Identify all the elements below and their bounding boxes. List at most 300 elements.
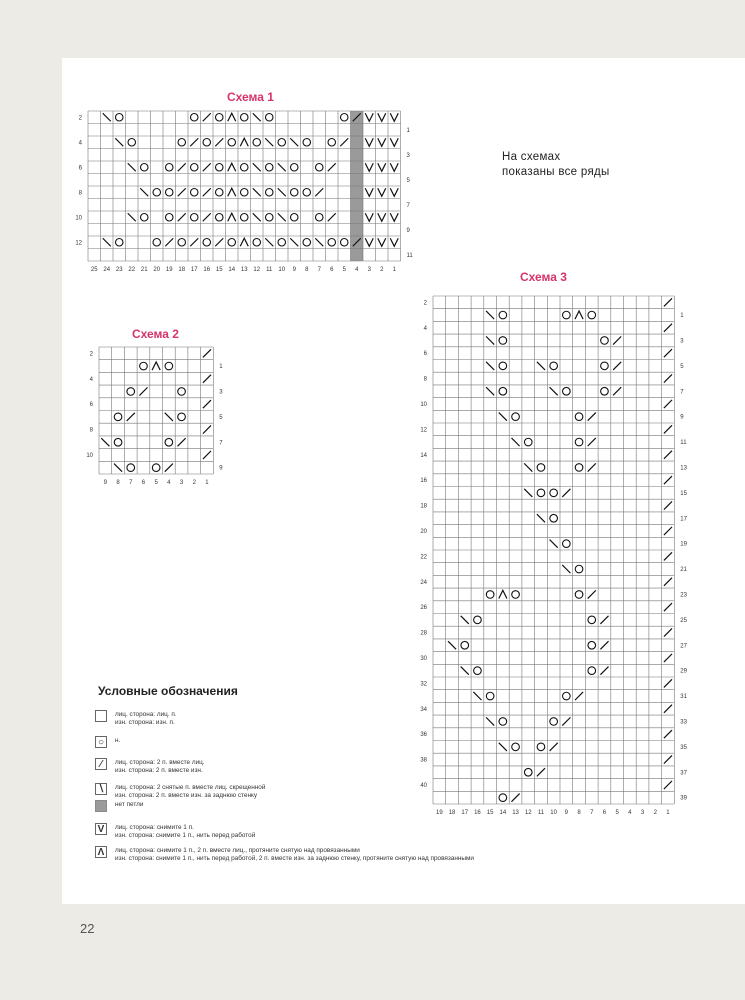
column-number: 8 xyxy=(305,267,309,273)
yarn-over-symbol xyxy=(127,464,135,472)
yarn-over-symbol xyxy=(499,718,507,726)
yarn-over-symbol xyxy=(241,114,249,122)
yarn-over-symbol xyxy=(241,164,249,172)
row-number: 11 xyxy=(680,440,687,447)
k2tog-symbol xyxy=(664,552,672,560)
slip-symbol xyxy=(390,213,398,221)
row-number: 2 xyxy=(423,300,427,307)
ssk-symbol xyxy=(253,213,261,221)
row-number: 22 xyxy=(420,554,427,561)
column-number: 3 xyxy=(367,267,371,273)
k2tog-symbol xyxy=(315,188,323,196)
yarn-over-symbol xyxy=(550,489,558,497)
column-number: 9 xyxy=(292,267,296,273)
row-number: 17 xyxy=(680,516,687,523)
k2tog-symbol xyxy=(664,705,672,713)
row-number: 14 xyxy=(420,452,427,459)
row-number: 23 xyxy=(680,592,687,599)
row-number: 34 xyxy=(420,706,427,713)
yarn-over-symbol xyxy=(128,139,136,147)
row-number: 12 xyxy=(75,240,82,247)
yarn-over-symbol xyxy=(291,164,299,172)
k2tog-symbol xyxy=(190,138,198,146)
k2tog-symbol xyxy=(511,794,519,802)
yarn-over-symbol xyxy=(178,139,186,147)
row-number: 25 xyxy=(680,617,687,624)
legend-symbol-k2tog: ⁄ xyxy=(95,758,107,770)
yarn-over-symbol xyxy=(253,239,261,247)
note-line-1: На схемах xyxy=(502,151,561,163)
ssk-symbol xyxy=(315,238,323,246)
row-number: 9 xyxy=(219,465,223,472)
ssk-symbol xyxy=(461,616,469,624)
yarn-over-symbol xyxy=(563,387,571,395)
slip-symbol xyxy=(378,213,386,221)
sk2po-symbol xyxy=(228,113,236,121)
k2tog-symbol xyxy=(178,213,186,221)
slip-symbol xyxy=(378,188,386,196)
ssk-symbol xyxy=(486,362,494,370)
column-number: 5 xyxy=(154,480,158,486)
yarn-over-symbol xyxy=(328,139,336,147)
yarn-over-symbol xyxy=(575,413,583,421)
yarn-over-symbol xyxy=(166,164,174,172)
yarn-over-symbol xyxy=(291,214,299,222)
column-number: 18 xyxy=(448,810,456,816)
row-number: 2 xyxy=(78,115,82,122)
k2tog-symbol xyxy=(664,324,672,332)
ssk-symbol xyxy=(290,238,298,246)
column-number: 7 xyxy=(129,480,133,486)
k2tog-symbol xyxy=(203,349,211,357)
yarn-over-symbol xyxy=(114,413,122,421)
yarn-over-symbol xyxy=(116,239,124,247)
legend-line: лиц. сторона: снимите 1 п., 2 п. вместе лиц., протяните снятую над провязанными xyxy=(115,847,360,854)
legend-symbol-ssk: ∖ xyxy=(95,783,107,795)
chart-2-title: Схема 2 xyxy=(132,327,179,341)
column-number: 1 xyxy=(392,267,396,273)
yarn-over-symbol xyxy=(601,387,609,395)
column-number: 22 xyxy=(128,267,136,273)
slip-symbol xyxy=(365,163,373,171)
yarn-over-symbol xyxy=(303,139,311,147)
slip-symbol xyxy=(390,138,398,146)
ssk-symbol xyxy=(115,138,123,146)
row-number: 40 xyxy=(420,782,427,789)
yarn-over-symbol xyxy=(486,692,494,700)
yarn-over-symbol xyxy=(178,388,186,396)
row-number: 6 xyxy=(78,165,82,172)
column-number: 2 xyxy=(192,480,196,486)
column-number: 19 xyxy=(436,810,443,816)
row-number: 32 xyxy=(420,681,427,688)
yarn-over-symbol xyxy=(512,743,520,751)
k2tog-symbol xyxy=(664,425,672,433)
sk2po-symbol xyxy=(499,590,507,598)
yarn-over-symbol xyxy=(328,239,336,247)
sk2po-symbol xyxy=(228,213,236,221)
k2tog-symbol xyxy=(664,374,672,382)
k2tog-symbol xyxy=(664,781,672,789)
ssk-symbol xyxy=(278,213,286,221)
row-number: 3 xyxy=(680,338,684,345)
column-number: 18 xyxy=(178,267,186,273)
column-number: 9 xyxy=(103,480,108,486)
yarn-over-symbol xyxy=(178,413,186,421)
page-number: 22 xyxy=(80,921,95,936)
row-number: 4 xyxy=(89,376,93,383)
k2tog-symbol xyxy=(664,578,672,586)
yarn-over-symbol xyxy=(141,214,149,222)
yarn-over-symbol xyxy=(241,214,249,222)
row-number: 11 xyxy=(406,252,413,259)
column-number: 19 xyxy=(165,267,173,273)
yarn-over-symbol xyxy=(341,114,349,122)
yarn-over-symbol xyxy=(512,591,520,599)
slip-symbol xyxy=(390,113,398,121)
yarn-over-symbol xyxy=(563,692,571,700)
yarn-over-symbol xyxy=(216,189,224,197)
yarn-over-symbol xyxy=(165,438,173,446)
k2tog-symbol xyxy=(600,616,608,624)
slip-symbol xyxy=(378,163,386,171)
row-number: 8 xyxy=(78,190,82,197)
column-number: 17 xyxy=(461,810,469,816)
yarn-over-symbol xyxy=(203,239,211,247)
row-number: 10 xyxy=(86,452,93,459)
yarn-over-symbol xyxy=(266,214,274,222)
column-number: 12 xyxy=(524,810,532,816)
yarn-over-symbol xyxy=(537,743,545,751)
ssk-symbol xyxy=(103,238,111,246)
row-number: 10 xyxy=(420,401,427,408)
column-number: 14 xyxy=(228,267,236,273)
column-number: 23 xyxy=(115,267,123,273)
column-number: 8 xyxy=(577,810,581,816)
k2tog-symbol xyxy=(588,438,596,446)
yarn-over-symbol xyxy=(588,311,596,319)
yarn-over-symbol xyxy=(563,540,571,548)
yarn-over-symbol xyxy=(153,239,161,247)
row-number: 27 xyxy=(680,643,687,650)
row-number: 35 xyxy=(680,744,687,751)
ssk-symbol xyxy=(473,692,481,700)
column-number: 20 xyxy=(153,267,161,273)
ssk-symbol xyxy=(165,413,173,421)
row-number: 37 xyxy=(680,770,687,777)
row-number: 16 xyxy=(420,478,427,485)
column-number: 17 xyxy=(190,267,198,273)
yarn-over-symbol xyxy=(601,337,609,345)
sk2po-symbol xyxy=(228,188,236,196)
yarn-over-symbol xyxy=(524,768,532,776)
yarn-over-symbol xyxy=(461,641,469,649)
row-number: 7 xyxy=(406,202,410,209)
yarn-over-symbol xyxy=(341,239,349,247)
yarn-over-symbol xyxy=(316,164,324,172)
ssk-symbol xyxy=(253,113,261,121)
row-number: 4 xyxy=(78,140,82,147)
yarn-over-symbol xyxy=(278,239,286,247)
k2tog-symbol xyxy=(550,743,558,751)
k2tog-symbol xyxy=(664,501,672,509)
column-number: 21 xyxy=(140,267,148,273)
slip-symbol xyxy=(390,163,398,171)
row-number: 12 xyxy=(420,427,427,434)
k2tog-symbol xyxy=(562,717,570,725)
k2tog-symbol xyxy=(203,113,211,121)
legend-line: лиц. сторона: 2 снятые п. вместе лиц. скрещенной xyxy=(115,784,266,791)
ssk-symbol xyxy=(265,238,273,246)
k2tog-symbol xyxy=(328,163,336,171)
yarn-over-symbol xyxy=(165,362,173,370)
ssk-symbol xyxy=(265,138,273,146)
column-number: 10 xyxy=(550,810,557,816)
row-number: 33 xyxy=(680,719,687,726)
column-number: 25 xyxy=(90,267,98,273)
column-number: 16 xyxy=(474,810,481,816)
yarn-over-symbol xyxy=(537,464,545,472)
k2tog-symbol xyxy=(215,238,223,246)
yarn-over-symbol xyxy=(550,362,558,370)
yarn-over-symbol xyxy=(266,114,274,122)
k2tog-symbol xyxy=(203,451,211,459)
column-number: 13 xyxy=(512,810,519,816)
ssk-symbol xyxy=(499,413,507,421)
note-line-2: показаны все ряды xyxy=(502,166,610,178)
sk2po-symbol xyxy=(240,138,248,146)
yarn-over-symbol xyxy=(474,667,482,675)
ssk-symbol xyxy=(278,163,286,171)
legend-symbol-slip: V xyxy=(95,823,107,835)
slip-symbol xyxy=(378,138,386,146)
ssk-symbol xyxy=(486,311,494,319)
row-number: 2 xyxy=(89,351,93,358)
yarn-over-symbol xyxy=(588,616,596,624)
row-number: 5 xyxy=(219,414,223,421)
k2tog-symbol xyxy=(203,400,211,408)
yarn-over-symbol xyxy=(563,311,571,319)
row-number: 39 xyxy=(680,795,687,802)
yarn-over-symbol xyxy=(266,164,274,172)
legend-line: лиц. сторона: лиц. п. xyxy=(115,711,177,718)
yarn-over-symbol xyxy=(266,189,274,197)
column-number: 24 xyxy=(103,267,111,273)
k2tog-symbol xyxy=(203,375,211,383)
ssk-symbol xyxy=(499,743,507,751)
column-number: 11 xyxy=(266,267,273,273)
ssk-symbol xyxy=(562,565,570,573)
yarn-over-symbol xyxy=(114,438,122,446)
k2tog-symbol xyxy=(178,163,186,171)
legend-line: изн. сторона: изн. п. xyxy=(115,719,175,726)
row-number: 1 xyxy=(406,127,410,134)
row-number: 1 xyxy=(680,313,684,320)
k2tog-symbol xyxy=(203,213,211,221)
ssk-symbol xyxy=(103,113,111,121)
yarn-over-symbol xyxy=(474,616,482,624)
k2tog-symbol xyxy=(575,692,583,700)
row-number: 36 xyxy=(420,732,427,739)
legend-title: Условные обозначения xyxy=(98,684,238,698)
k2tog-symbol xyxy=(588,590,596,598)
column-number: 10 xyxy=(278,267,286,273)
row-number: 29 xyxy=(680,668,687,675)
k2tog-symbol xyxy=(664,730,672,738)
ssk-symbol xyxy=(114,464,122,472)
column-number: 15 xyxy=(486,810,494,816)
yarn-over-symbol xyxy=(241,189,249,197)
k2tog-symbol xyxy=(203,425,211,433)
row-number: 13 xyxy=(680,465,687,472)
column-number: 7 xyxy=(590,810,594,816)
ssk-symbol xyxy=(128,163,136,171)
yarn-over-symbol xyxy=(141,164,149,172)
k2tog-symbol xyxy=(215,138,223,146)
column-number: 6 xyxy=(602,810,607,816)
ssk-symbol xyxy=(101,438,109,446)
yarn-over-symbol xyxy=(291,189,299,197)
row-number: 5 xyxy=(680,363,684,370)
slip-symbol xyxy=(378,113,386,121)
yarn-over-symbol xyxy=(499,794,507,802)
column-number: 5 xyxy=(615,810,619,816)
ssk-symbol xyxy=(486,717,494,725)
ssk-symbol xyxy=(448,641,456,649)
yarn-over-symbol xyxy=(178,239,186,247)
yarn-over-symbol xyxy=(575,591,583,599)
k2tog-symbol xyxy=(139,387,147,395)
row-number: 5 xyxy=(406,177,410,184)
row-number: 9 xyxy=(406,227,410,234)
slip-symbol xyxy=(390,238,398,246)
legend-line: изн. сторона: снимите 1 п., нить перед работой, 2 п. вместе изн. за заднюю стенку, протяните снятую над провязанными xyxy=(115,855,474,862)
ssk-symbol xyxy=(253,188,261,196)
yarn-over-symbol xyxy=(499,362,507,370)
k2tog-symbol xyxy=(613,387,621,395)
ssk-symbol xyxy=(511,438,519,446)
row-number: 24 xyxy=(420,579,427,586)
yarn-over-symbol xyxy=(537,489,545,497)
yarn-over-symbol xyxy=(575,565,583,573)
yarn-over-symbol xyxy=(316,214,324,222)
yarn-over-symbol xyxy=(166,214,174,222)
yarn-over-symbol xyxy=(228,139,236,147)
k2tog-symbol xyxy=(664,400,672,408)
column-number: 2 xyxy=(653,810,657,816)
yarn-over-symbol xyxy=(191,164,199,172)
row-number: 31 xyxy=(680,694,687,701)
k2tog-symbol xyxy=(588,413,596,421)
k2tog-symbol xyxy=(664,298,672,306)
ssk-symbol xyxy=(486,336,494,344)
k2tog-symbol xyxy=(664,451,672,459)
yarn-over-symbol xyxy=(550,718,558,726)
ssk-symbol xyxy=(290,138,298,146)
k2tog-symbol xyxy=(664,527,672,535)
k2tog-symbol xyxy=(165,464,173,472)
column-number: 11 xyxy=(537,810,545,816)
column-number: 1 xyxy=(666,810,670,816)
sk2po-symbol xyxy=(575,311,583,319)
yarn-over-symbol xyxy=(140,362,148,370)
legend-symbol-yo: ○ xyxy=(95,736,107,748)
k2tog-symbol xyxy=(664,628,672,636)
column-number: 15 xyxy=(215,267,223,273)
k2tog-symbol xyxy=(340,138,348,146)
row-number: 6 xyxy=(89,402,93,409)
column-number: 4 xyxy=(628,810,632,816)
k2tog-symbol xyxy=(203,188,211,196)
row-number: 3 xyxy=(219,389,223,396)
legend-line: н. xyxy=(115,737,121,744)
slip-symbol xyxy=(390,188,398,196)
row-number: 19 xyxy=(680,541,687,548)
sk2po-symbol xyxy=(240,238,248,246)
row-number: 28 xyxy=(420,630,427,637)
row-number: 7 xyxy=(680,389,684,396)
yarn-over-symbol xyxy=(191,189,199,197)
row-number: 15 xyxy=(680,490,687,497)
ssk-symbol xyxy=(461,667,469,675)
k2tog-symbol xyxy=(664,679,672,687)
yarn-over-symbol xyxy=(575,438,583,446)
row-number: 18 xyxy=(420,503,427,510)
row-number: 6 xyxy=(423,351,427,358)
row-number: 38 xyxy=(420,757,427,764)
column-number: 3 xyxy=(179,480,184,486)
slip-symbol xyxy=(365,138,373,146)
yarn-over-symbol xyxy=(191,214,199,222)
yarn-over-symbol xyxy=(216,214,224,222)
yarn-over-symbol xyxy=(216,114,224,122)
yarn-over-symbol xyxy=(601,362,609,370)
row-number: 8 xyxy=(89,427,93,434)
yarn-over-symbol xyxy=(203,139,211,147)
column-number: 7 xyxy=(317,267,321,273)
k2tog-symbol xyxy=(600,667,608,675)
row-number: 20 xyxy=(420,528,427,535)
k2tog-symbol xyxy=(190,238,198,246)
yarn-over-symbol xyxy=(550,514,558,522)
yarn-over-symbol xyxy=(588,641,596,649)
ssk-symbol xyxy=(253,163,261,171)
legend-line: изн. сторона: 2 п. вместе изн. xyxy=(115,767,203,774)
row-number: 1 xyxy=(219,364,223,371)
ssk-symbol xyxy=(550,540,558,548)
legend-line: лиц. сторона: снимите 1 п. xyxy=(115,824,194,831)
column-number: 3 xyxy=(640,810,645,816)
slip-symbol xyxy=(365,238,373,246)
ssk-symbol xyxy=(128,213,136,221)
yarn-over-symbol xyxy=(303,239,311,247)
column-number: 1 xyxy=(205,480,209,486)
slip-symbol xyxy=(378,238,386,246)
yarn-over-symbol xyxy=(153,189,161,197)
row-number: 30 xyxy=(420,655,427,662)
k2tog-symbol xyxy=(664,755,672,763)
k2tog-symbol xyxy=(600,641,608,649)
yarn-over-symbol xyxy=(499,337,507,345)
k2tog-symbol xyxy=(203,163,211,171)
chart-3-title: Схема 3 xyxy=(520,270,567,284)
row-number: 7 xyxy=(219,440,223,447)
k2tog-symbol xyxy=(664,476,672,484)
k2tog-symbol xyxy=(664,349,672,357)
row-number: 9 xyxy=(680,414,684,421)
ssk-symbol xyxy=(524,463,532,471)
row-number: 8 xyxy=(423,376,427,383)
